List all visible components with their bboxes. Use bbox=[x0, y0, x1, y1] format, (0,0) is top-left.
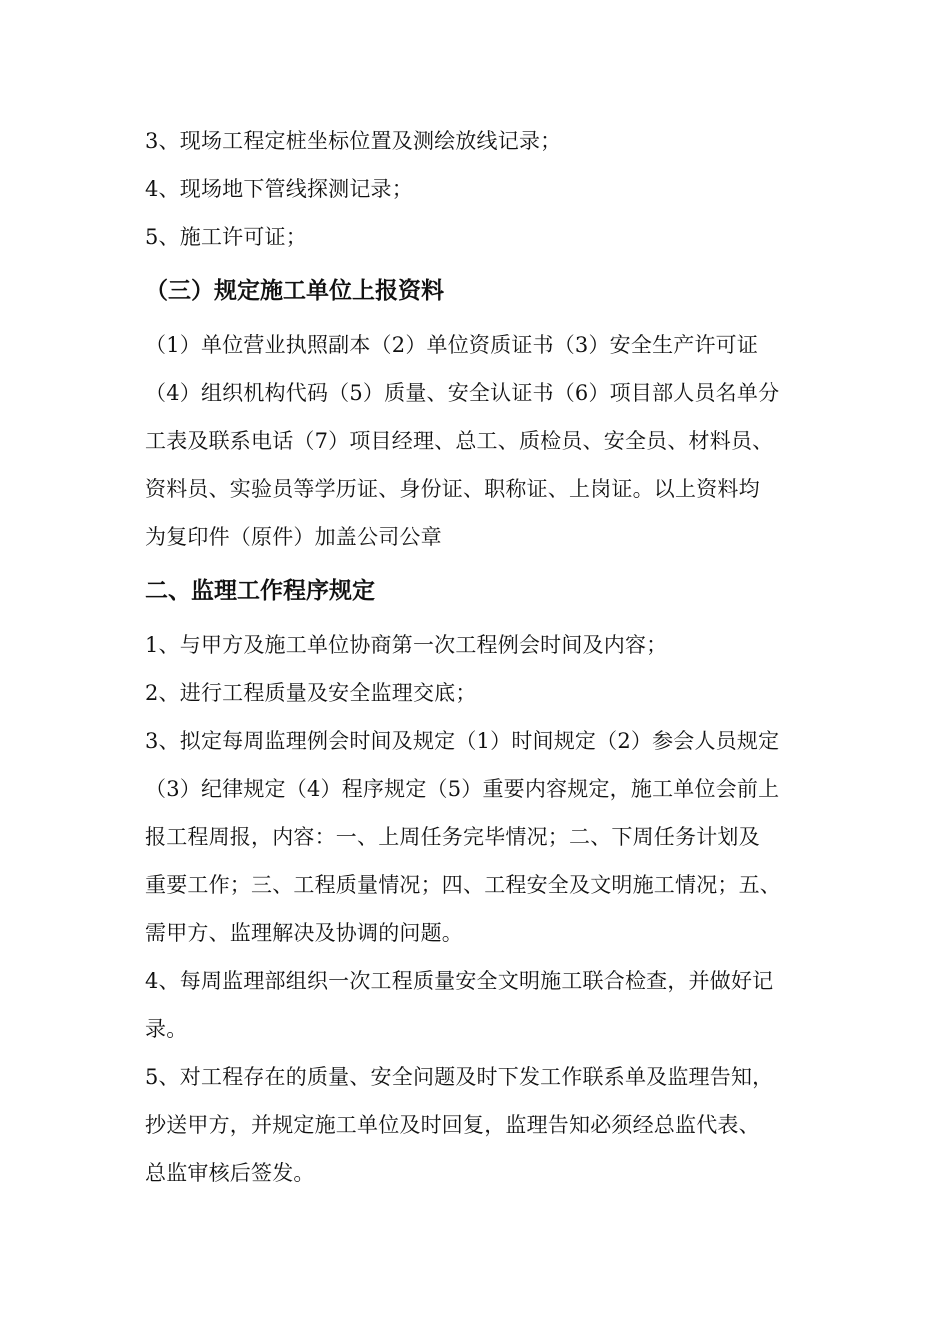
paragraph-line: 3、拟定每周监理例会时间及规定（1）时间规定（2）参会人员规定 bbox=[145, 729, 780, 753]
paragraph-line: （3）纪律规定（4）程序规定（5）重要内容规定，施工单位会前上 bbox=[145, 777, 780, 801]
paragraph-line: （1）单位营业执照副本（2）单位资质证书（3）安全生产许可证 bbox=[145, 333, 759, 357]
paragraph-line: 报工程周报，内容：一、上周任务完毕情况；二、下周任务计划及 bbox=[145, 825, 760, 849]
paragraph-line: 需甲方、监理解决及协调的问题。 bbox=[145, 921, 463, 945]
paragraph-line: 资料员、实验员等学历证、身份证、职称证、上岗证。以上资料均 bbox=[145, 477, 760, 501]
paragraph-line: 4、每周监理部组织一次工程质量安全文明施工联合检查，并做好记 bbox=[145, 969, 774, 993]
paragraph-line: （4）组织机构代码（5）质量、安全认证书（6）项目部人员名单分 bbox=[145, 381, 780, 405]
procedure-list bbox=[145, 621, 825, 1197]
paragraph-line: 1、与甲方及施工单位协商第一次工程例会时间及内容； bbox=[145, 633, 668, 657]
paragraph-line: 工表及联系电话（7）项目经理、总工、质检员、安全员、材料员、 bbox=[145, 429, 774, 453]
list-item: 5、施工许可证； bbox=[145, 225, 307, 249]
list-item: 4、现场地下管线探测记录； bbox=[145, 177, 413, 201]
paragraph-line: 录。 bbox=[145, 1017, 188, 1041]
paragraph-line: 总监审核后签发。 bbox=[145, 1161, 315, 1185]
paragraph-line: 2、进行工程质量及安全监理交底； bbox=[145, 681, 477, 705]
paragraph-line: 抄送甲方，并规定施工单位及时回复，监理告知必须经总监代表、 bbox=[145, 1113, 760, 1137]
document-page bbox=[145, 117, 825, 1197]
section-heading-2: 二、监理工作程序规定 bbox=[145, 578, 375, 604]
paragraph-line: 为复印件（原件）加盖公司公章 bbox=[145, 525, 442, 549]
materials-paragraph bbox=[145, 321, 825, 561]
section-heading-3: （三）规定施工单位上报资料 bbox=[145, 278, 444, 304]
paragraph-line: 重要工作；三、工程质量情况；四、工程安全及文明施工情况；五、 bbox=[145, 873, 781, 897]
paragraph-line: 5、对工程存在的质量、安全问题及时下发工作联系单及监理告知， bbox=[145, 1065, 774, 1089]
list-item: 3、现场工程定桩坐标位置及测绘放线记录； bbox=[145, 129, 562, 153]
